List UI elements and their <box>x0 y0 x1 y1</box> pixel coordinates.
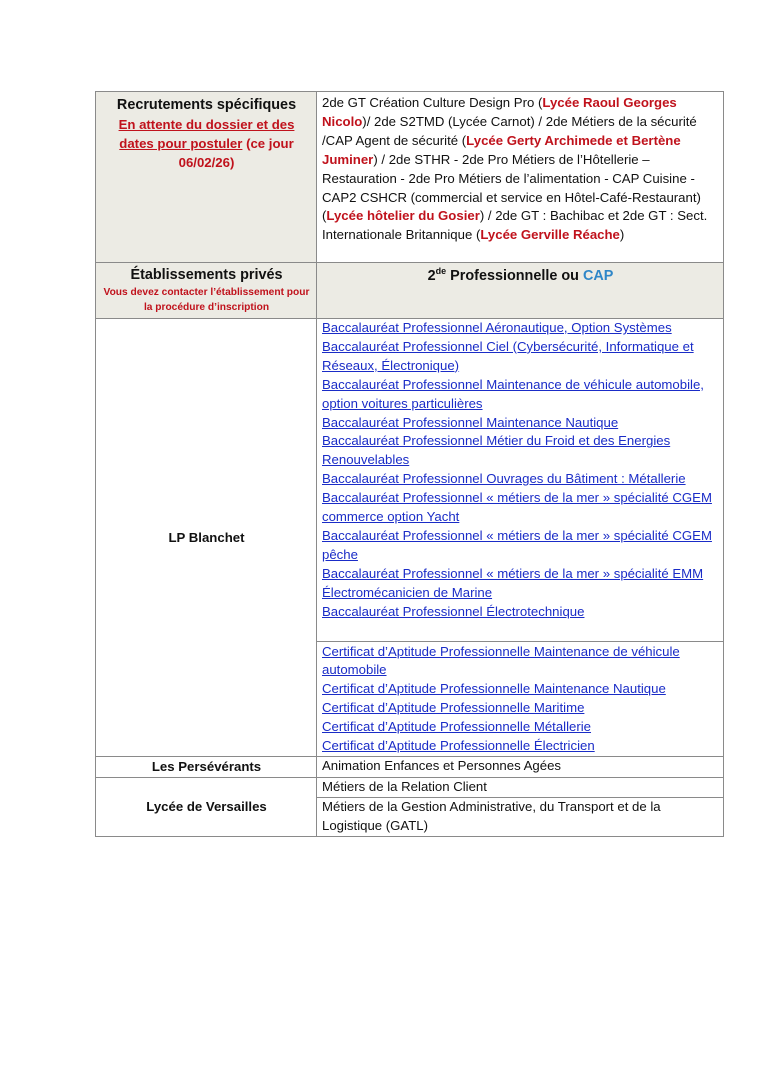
school-name-highlight: Lycée Gerville Réache <box>480 227 620 243</box>
program-link[interactable]: Baccalauréat Professionnel Maintenance de véhicule automobile, option voitures particulières <box>322 376 704 411</box>
program-cell <box>317 756 724 777</box>
program-link[interactable]: Baccalauréat Professionnel « métiers de la mer » spécialité CGEM commerce option Yacht <box>322 490 712 525</box>
program-link[interactable]: Certificat d’Aptitude Professionnelle Métallerie <box>322 719 592 735</box>
program-link[interactable]: Certificat d’Aptitude Professionnelle Électricien <box>322 738 595 754</box>
program-link[interactable]: Baccalauréat Professionnel « métiers de la mer » spécialité CGEM pêche <box>322 527 712 562</box>
recrutements-left-cell <box>96 92 317 263</box>
text-segment: ) / 2de STHR - 2de Pro Métiers de l’Hôtellerie – Restauration - 2de Pro Métiers de l’alimentation - CAP Cuisine - CAP2 CSHCR (commercial et service en Hôtel-Café-Restaurant) ( <box>322 151 701 224</box>
table-header-row <box>96 263 724 319</box>
table-row-lp-blanchet-bac <box>96 319 724 642</box>
text-segment: ) / 2de GT : Bachibac et 2de GT : Sect. Internationale Britannique ( <box>322 208 708 243</box>
program-link[interactable]: Baccalauréat Professionnel Aéronautique, Option Systèmes <box>322 320 672 335</box>
program-text: Métiers de la Gestion Administrative, du Transport et de la Logistique (GATL) <box>322 798 661 833</box>
private-schools-note: Vous devez contacter l’établissement pour la procédure d’inscription <box>103 287 310 313</box>
program-cell <box>317 797 724 836</box>
school-name-highlight: Lycée hôtelier du Gosier <box>326 208 480 224</box>
program-link[interactable]: Baccalauréat Professionnel Ciel (Cybersécurité, Informatique et Réseaux, Électronique) <box>322 338 694 373</box>
program-cell <box>317 777 724 797</box>
header-right-cell <box>317 263 724 319</box>
title-superscript: de <box>435 266 447 276</box>
recrutements-text <box>322 95 707 242</box>
programs-column-title <box>322 264 719 286</box>
school-name-cell <box>96 756 317 777</box>
program-link[interactable]: Baccalauréat Professionnel Métier du Froid et des Energies Renouvelables <box>322 433 671 468</box>
table-row-les-perseverants <box>96 756 724 777</box>
school-name: Les Persévérants <box>151 758 262 774</box>
table-row-lycee-versailles-1 <box>96 777 724 797</box>
table-row-recrutements <box>96 92 724 263</box>
program-link[interactable]: Certificat d’Aptitude Professionnelle Maintenance Nautique <box>322 681 666 697</box>
school-name-cell <box>96 777 317 836</box>
program-text: Métiers de la Relation Client <box>322 778 487 794</box>
program-link[interactable]: Baccalauréat Professionnel Ouvrages du Bâtiment : Métallerie <box>322 471 686 487</box>
text-segment: ) <box>619 227 625 243</box>
recrutements-title: Recrutements spécifiques <box>116 97 297 113</box>
bac-pro-list <box>317 319 724 642</box>
program-link[interactable]: Baccalauréat Professionnel Électrotechnique <box>322 603 585 619</box>
school-name: Lycée de Versailles <box>146 798 267 814</box>
program-link[interactable]: Baccalauréat Professionnel Maintenance Nautique <box>322 414 619 430</box>
text-segment: 2de GT Création Culture Design Pro ( <box>322 95 543 110</box>
cap-list <box>317 641 724 756</box>
recrutements-notice <box>101 115 312 172</box>
program-text: Animation Enfances et Personnes Agées <box>322 757 561 773</box>
title-text: Professionnelle ou <box>446 268 583 284</box>
header-left-cell <box>96 263 317 319</box>
school-name-highlight: Lycée Raoul Georges Nicolo <box>322 95 677 129</box>
school-name-highlight: Lycée Gerty Archimede et Bertène Juminer <box>322 132 681 167</box>
program-link[interactable]: Certificat d’Aptitude Professionnelle Maintenance de véhicule automobile <box>322 643 680 678</box>
program-link[interactable]: Certificat d’Aptitude Professionnelle Maritime <box>322 700 585 716</box>
text-segment: )/ 2de S2TMD (Lycée Carnot) / 2de Métiers de la sécurité /CAP Agent de sécurité ( <box>322 113 697 148</box>
program-link[interactable]: Baccalauréat Professionnel « métiers de la mer » spécialité EMM Électromécanicien de Marine <box>322 565 704 600</box>
recrutements-notice-underlined: En attente du dossier et des dates pour postuler <box>118 117 295 151</box>
schools-table <box>95 91 724 837</box>
recrutements-right-cell <box>317 92 724 263</box>
recrutements-notice-date: (ce jour 06/02/26) <box>178 136 294 170</box>
school-name: LP Blanchet <box>168 529 245 545</box>
private-schools-title: Établissements privés <box>130 267 283 283</box>
title-cap: CAP <box>582 268 614 284</box>
school-name-cell <box>96 319 317 757</box>
title-number: 2 <box>427 268 436 284</box>
